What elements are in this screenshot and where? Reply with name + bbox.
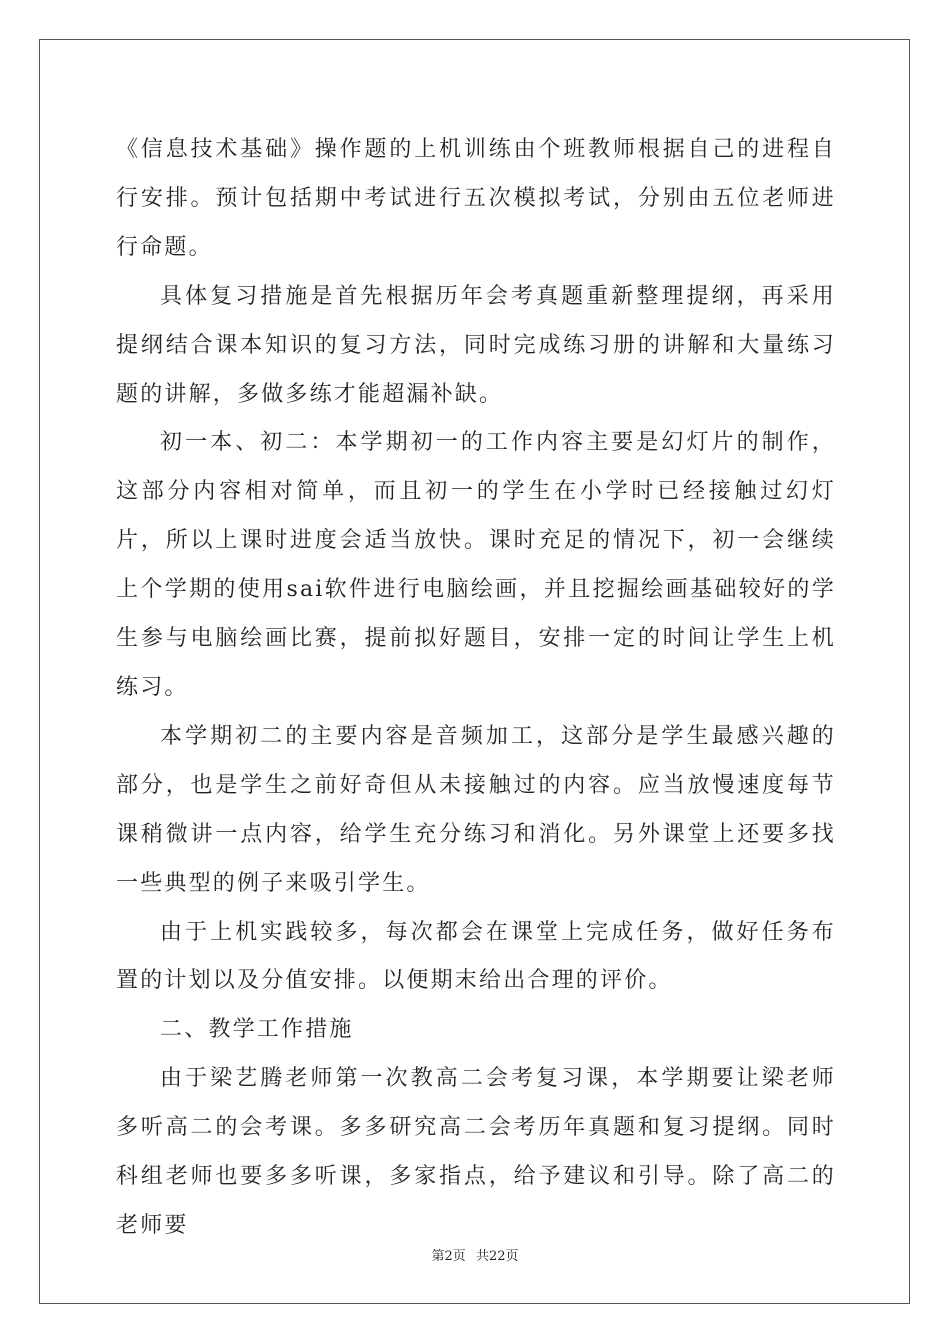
paragraph: 由于梁艺腾老师第一次教高二会考复习课，本学期要让梁老师多听高二的会考课。多多研究高二会考历年真题和复习提纲。同时科组老师也要多多听课，多家指点，给予建议和引导。除了高二的老师要: [116, 1066, 836, 1238]
page-number: 第2页: [431, 1249, 466, 1264]
paragraph: 初一本、初二：本学期初一的工作内容主要是幻灯片的制作，这部分内容相对简单，而且初一的学生在小学时已经接触过幻灯片，所以上课时进度会适当放快。课时充足的情况下，初一会继续上个学期的使用sai软件进行电脑绘画，并且挖掘绘画基础较好的学生参与电脑绘画比赛，提前拟好题目，安排一定的时间让学生上机练习。: [116, 430, 836, 700]
paragraph: 由于上机实践较多，每次都会在课堂上完成任务，做好任务布置的计划以及分值安排。以便期末给出合理的评价。: [116, 919, 836, 994]
paragraph: 本学期初二的主要内容是音频加工，这部分是学生最感兴趣的部分，也是学生之前好奇但从未接触过的内容。应当放慢速度每节课稍微讲一点内容，给学生充分练习和消化。另外课堂上还要多找一些典型的例子来吸引学生。: [116, 723, 836, 896]
document-body: [116, 126, 836, 1251]
page-total: 共22页: [475, 1249, 519, 1264]
paragraph: 《信息技术基础》操作题的上机训练由个班教师根据自己的进程自行安排。预计包括期中考试进行五次模拟考试，分别由五位老师进行命题。: [116, 137, 836, 260]
paragraph: 二、教学工作措施: [160, 1017, 354, 1043]
paragraph: 具体复习措施是首先根据历年会考真题重新整理提纲，再采用提纲结合课本知识的复习方法，同时完成练习册的讲解和大量练习题的讲解，多做多练才能超漏补缺。: [116, 283, 836, 407]
page-footer: [0, 1245, 950, 1264]
